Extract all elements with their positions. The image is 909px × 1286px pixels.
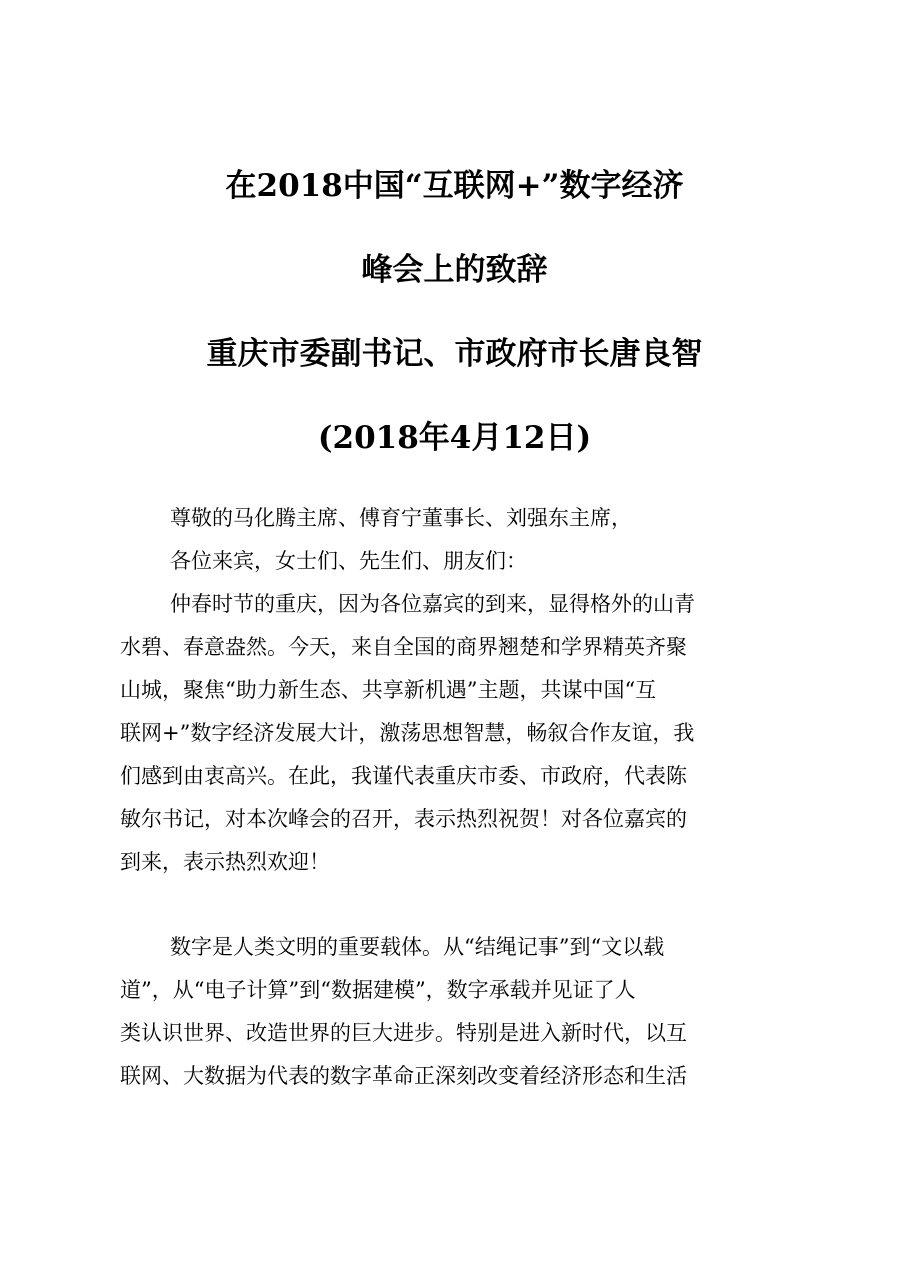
salutation-line-1: 尊敬的马化腾主席、傅育宁董事长、刘强东主席， (170, 506, 632, 530)
document-title-line-2: 峰会上的致辞 (361, 252, 548, 288)
document-title-line-1: 在2018中国“互联网+”数字经济 (225, 168, 684, 204)
paragraph-2-line: 联网、大数据为代表的数字革命正深刻改变着经济形态和生活 (120, 1064, 687, 1088)
paragraph-1-line: 敏尔书记，对本次峰会的召开，表示热烈祝贺！对各位嘉宾的 (120, 807, 687, 831)
paragraph-2-line: 类认识世界、改造世界的巨大进步。特别是进入新时代，以互 (120, 1021, 687, 1045)
speech-date: (2018年4月12日) (317, 420, 592, 456)
paragraph-1-line: 们感到由衷高兴。在此，我谨代表重庆市委、市政府，代表陈 (120, 764, 687, 788)
paragraph-1-line: 山城，聚焦“助力新生态、共享新机遇”主题，共谋中国“互 (120, 678, 657, 702)
paragraph-1-line: 联网+”数字经济发展大计，激荡思想智慧，畅叙合作友谊，我 (120, 721, 695, 745)
paragraph-2 (120, 926, 795, 1098)
paragraph-1-line: 仲春时节的重庆，因为各位嘉宾的到来，显得格外的山青 (170, 592, 695, 616)
salutation (120, 497, 795, 583)
paragraph-1 (120, 583, 795, 884)
salutation-line-2: 各位来宾，女士们、先生们、朋友们： (170, 549, 527, 573)
speaker-title: 重庆市委副书记、市政府市长唐良智 (206, 336, 703, 372)
paragraph-1-line: 到来，表示热烈欢迎！ (120, 850, 330, 874)
paragraph-2-line: 数字是人类文明的重要载体。从“结绳记事”到“文以载 (170, 935, 665, 959)
paragraph-2-line: 道”，从“电子计算”到“数据建模”，数字承载并见证了人 (120, 978, 636, 1002)
paragraph-1-line: 水碧、春意盎然。今天，来自全国的商界翘楚和学界精英齐聚 (120, 635, 687, 659)
